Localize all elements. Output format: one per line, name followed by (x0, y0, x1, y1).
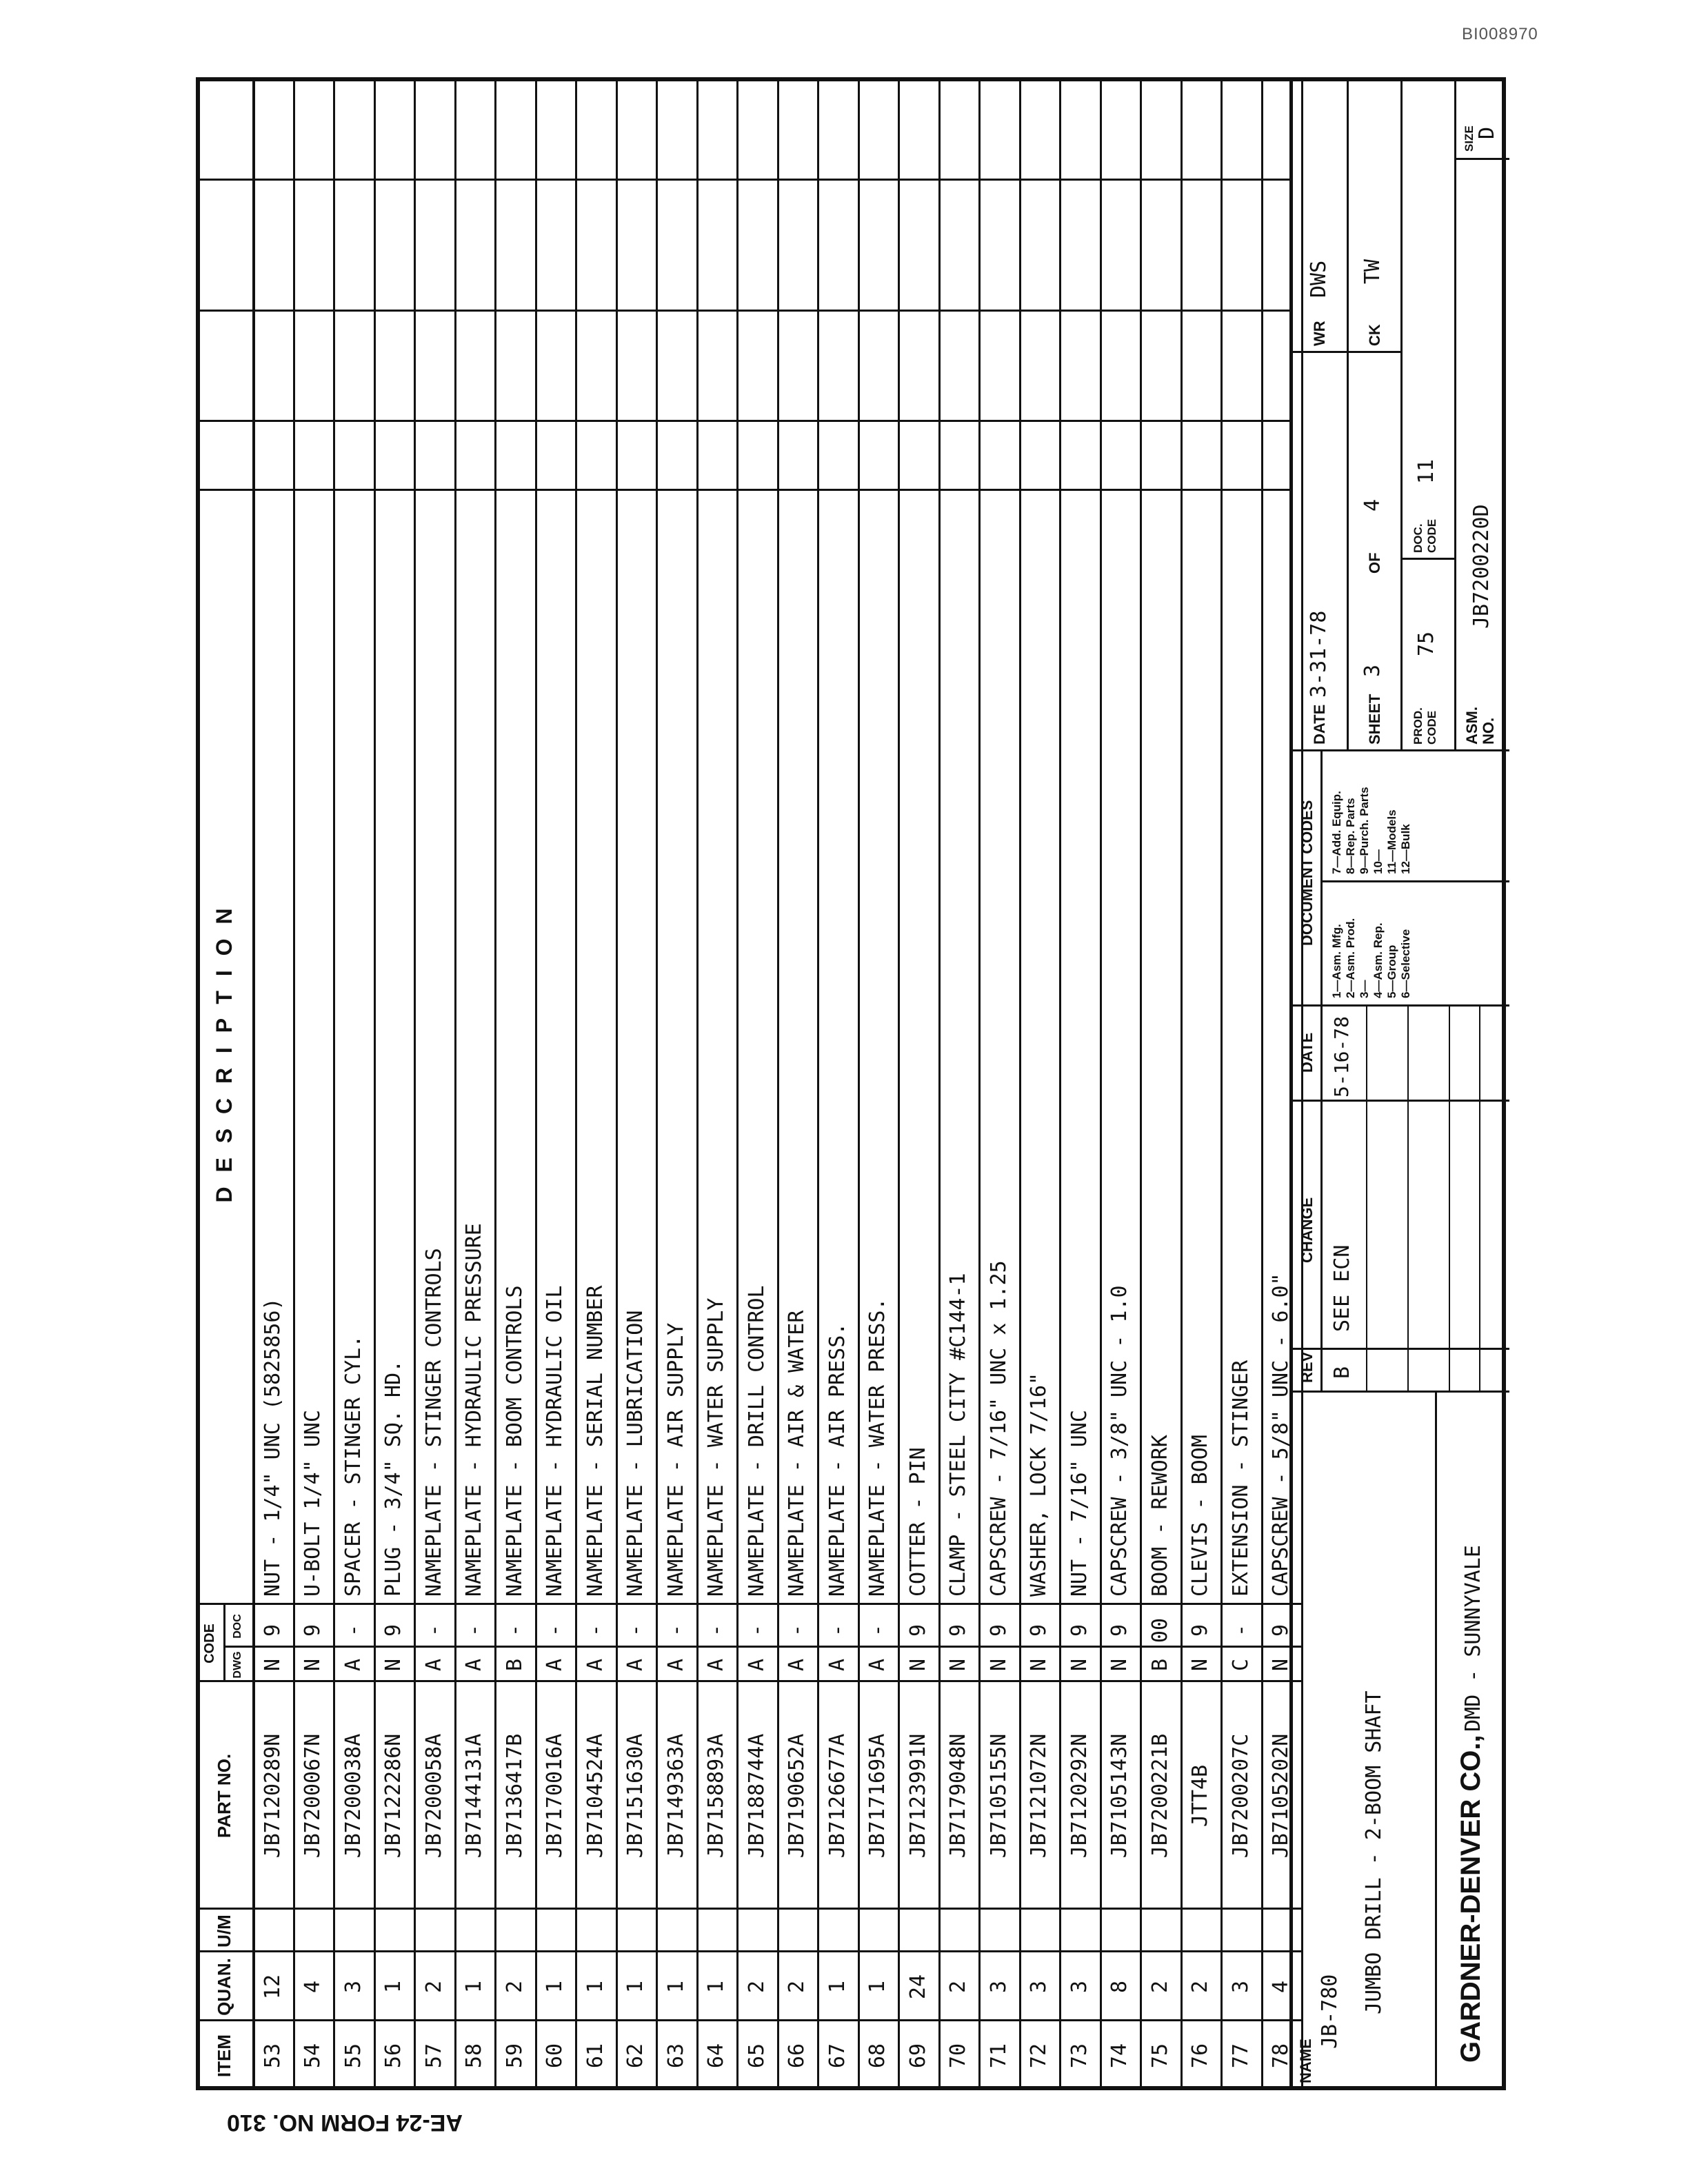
description: CAPSCREW - 5/8" UNC - 6.0" (1269, 1273, 1294, 1597)
table-row (494, 77, 537, 2090)
quantity: 24 (905, 1974, 930, 2000)
doc-code: - (421, 1624, 446, 1637)
unit-of-measure (1180, 1911, 1221, 1952)
description: NAMEPLATE - AIR SUPPLY (663, 1322, 688, 1597)
part-number: JB7149363A (663, 1733, 688, 1859)
unit-of-measure (1059, 1911, 1100, 1952)
grid-line (252, 2019, 1301, 2021)
date-header: DATE (1311, 704, 1328, 745)
part-number: JB7136417B (502, 1733, 527, 1859)
unit-of-measure (736, 1911, 777, 1952)
description: SPACER - STINGER CYL. (341, 1335, 365, 1597)
document-codes-label: DOCUMENT CODES (1298, 800, 1316, 946)
dwg-code: C (1228, 1658, 1253, 1672)
quantity: 1 (825, 1980, 850, 1994)
unit-of-measure (293, 1911, 334, 1952)
table-row (333, 77, 376, 2090)
form-number (41, 2103, 648, 2141)
divider (1293, 1348, 1509, 1350)
document-code: 11—Models (1385, 809, 1398, 874)
size-value: D (1475, 126, 1499, 139)
part-number: JB7122286N (381, 1733, 406, 1859)
doc-code: 9 (1188, 1624, 1213, 1637)
description: CAPSCREW - 3/8" UNC - 1.0 (1107, 1285, 1132, 1597)
table-row (1059, 77, 1102, 2090)
description: NAMEPLATE - AIR & WATER (785, 1310, 810, 1597)
description: NAMEPLATE - STINGER CONTROLS (421, 1248, 446, 1597)
prod-code-label: PROD. CODE (1411, 707, 1438, 745)
doc-code: - (1228, 1624, 1253, 1637)
item-number: 73 (1067, 2043, 1092, 2069)
quantity: 3 (1027, 1980, 1052, 1994)
grid-line (252, 1646, 1301, 1648)
doc-code: 9 (381, 1624, 406, 1637)
asm-no-label: ASM. NO. (1463, 707, 1497, 745)
unit-of-measure (575, 1911, 616, 1952)
doc-code: 9 (1107, 1624, 1132, 1637)
document-code: 2—Asm. Prod. (1344, 918, 1357, 998)
document-code: 5—Group (1385, 944, 1398, 998)
quantity: 1 (623, 1980, 648, 1994)
dwg-code: N (986, 1658, 1011, 1672)
table-row (858, 77, 901, 2090)
description: NAMEPLATE - DRILL CONTROL (744, 1285, 769, 1597)
doc-code: - (543, 1624, 567, 1637)
unit-of-measure (898, 1911, 938, 1952)
unit-of-measure (494, 1911, 535, 1952)
quantity: 2 (502, 1980, 527, 1994)
table-row (252, 77, 295, 2090)
divider (1400, 77, 1403, 751)
table-row (898, 77, 941, 2090)
change-value: SEE ECN (1330, 1244, 1354, 1332)
header-item: ITEM (196, 2019, 252, 2090)
part-number: JB7126677A (825, 1733, 850, 1859)
header-dwg: DWG (223, 1646, 252, 1682)
part-number: JB7171695A (865, 1733, 890, 1859)
dwg-code: N (1269, 1658, 1294, 1672)
table-row (736, 77, 779, 2090)
quantity: 4 (301, 1980, 325, 1994)
table-row (414, 77, 456, 2090)
unit-of-measure (252, 1911, 293, 1952)
document-codes-col2 (1330, 787, 1413, 874)
part-number: JB7190652A (785, 1733, 810, 1859)
quantity: 8 (1107, 1980, 1132, 1994)
description: NUT - 1/4" UNC (5825856) (260, 1297, 285, 1597)
divider (1435, 1393, 1437, 2090)
part-number: JB7123991N (905, 1733, 930, 1859)
dwg-code: A (704, 1658, 729, 1672)
quantity: 2 (1147, 1980, 1172, 1994)
part-number: JB7151630A (623, 1733, 648, 1859)
divider (1293, 351, 1400, 353)
unit-of-measure (978, 1911, 1019, 1952)
doc-code: - (704, 1624, 729, 1637)
item-number: 61 (583, 2043, 607, 2069)
item-number: 54 (301, 2043, 325, 2069)
document-code: 12—Bulk (1399, 824, 1412, 874)
unit-of-measure (616, 1911, 656, 1952)
table-row (696, 77, 739, 2090)
dwg-code: A (825, 1658, 850, 1672)
unit-of-measure (858, 1911, 898, 1952)
divider (1320, 751, 1323, 1007)
wr-value: DWS (1307, 260, 1331, 298)
doc-code: 9 (1269, 1624, 1294, 1637)
item-number: 56 (381, 2043, 406, 2069)
unit-of-measure (938, 1911, 979, 1952)
part-number: JB7120292N (1067, 1733, 1092, 1859)
item-number: 70 (946, 2043, 971, 2069)
quantity: 1 (865, 1980, 890, 1994)
header-description: D E S C R I P T I O N (211, 904, 237, 1203)
part-number: JB7200067N (301, 1733, 325, 1859)
dwg-code: A (543, 1658, 567, 1672)
company-name: GARDNER-DENVER CO., (1456, 1735, 1486, 2063)
size-label: SIZE (1463, 125, 1476, 152)
unit-of-measure (333, 1911, 374, 1952)
of-value: 4 (1360, 498, 1385, 512)
divider (1454, 77, 1456, 751)
table-row (656, 77, 699, 2090)
unit-of-measure (1220, 1911, 1261, 1952)
doc-code: - (462, 1624, 487, 1637)
doc-code: - (744, 1624, 769, 1637)
quantity: 1 (583, 1980, 607, 1994)
description: CAPSCREW - 7/16" UNC x 1.25 (986, 1260, 1011, 1597)
dwg-code: N (905, 1658, 930, 1672)
document-code: 10— (1372, 849, 1385, 874)
item-number: 75 (1147, 2043, 1172, 2069)
document-code: 9—Purch. Parts (1358, 787, 1371, 874)
description: NAMEPLATE - LUBRICATION (623, 1310, 648, 1597)
item-number: 71 (986, 2043, 1011, 2069)
table-header (196, 77, 255, 2090)
title-block (1289, 77, 1509, 2090)
item-number: 57 (421, 2043, 446, 2069)
unit-of-measure (656, 1911, 696, 1952)
doc-code: - (785, 1624, 810, 1637)
unit-of-measure (817, 1911, 858, 1952)
dwg-code: A (785, 1658, 810, 1672)
description: WASHER, LOCK 7/16" (1027, 1372, 1052, 1597)
part-number: JB7144131A (462, 1733, 487, 1859)
part-number: JB7104524A (583, 1733, 607, 1859)
unit-of-measure (1100, 1911, 1141, 1952)
wr-label: WR (1311, 321, 1328, 346)
assembly-name: JUMBO DRILL - 2-BOOM SHAFT (1362, 1690, 1386, 2014)
doc-code: 00 (1147, 1617, 1172, 1644)
quantity: 1 (663, 1980, 688, 1994)
change-label: CHANGE (1298, 1197, 1316, 1263)
doc-code: 9 (986, 1624, 1011, 1637)
description: U-BOLT 1/4" UNC (301, 1410, 325, 1597)
part-number: JB7188744A (744, 1733, 769, 1859)
part-number: JTT4B (1188, 1764, 1213, 1828)
table-row (374, 77, 416, 2090)
doc-code: - (341, 1624, 365, 1637)
quantity: 2 (1188, 1980, 1213, 1994)
doc-code: - (865, 1624, 890, 1637)
table-row (1100, 77, 1143, 2090)
unit-of-measure (414, 1911, 454, 1952)
divider (1479, 1007, 1480, 1393)
doc-code: 9 (905, 1624, 930, 1637)
header-code: CODE (196, 1603, 225, 1682)
description: NAMEPLATE - AIR PRESS. (825, 1322, 850, 1597)
part-number: JB7120289N (260, 1733, 285, 1859)
description: NUT - 7/16" UNC (1067, 1410, 1092, 1597)
item-number: 67 (825, 2043, 850, 2069)
item-number: 62 (623, 2043, 648, 2069)
description: NAMEPLATE - HYDRAULIC PRESSURE (462, 1223, 487, 1597)
quantity: 3 (1228, 1980, 1253, 1994)
divider (1293, 1391, 1509, 1393)
form-number-text: AE-24 FORM NO. 310 (227, 2109, 463, 2136)
dwg-code: N (301, 1658, 325, 1672)
header-um: U/M (196, 1908, 252, 1952)
grid-line (196, 310, 1289, 312)
dwg-code: N (1027, 1658, 1052, 1672)
part-number: JB7170016A (543, 1733, 567, 1859)
dwg-code: N (260, 1658, 285, 1672)
table-row (978, 77, 1021, 2090)
divider (1293, 1100, 1509, 1102)
table-row (777, 77, 820, 2090)
table-row (938, 77, 981, 2090)
quantity: 2 (421, 1980, 446, 1994)
dwg-code: N (1107, 1658, 1132, 1672)
doc-code: 9 (946, 1624, 971, 1637)
table-row (454, 77, 497, 2090)
quantity: 1 (543, 1980, 567, 1994)
description: EXTENSION - STINGER (1228, 1359, 1253, 1597)
divider (1449, 1007, 1450, 1393)
part-number: JB7200221B (1147, 1733, 1172, 1859)
item-number: 68 (865, 2043, 890, 2069)
doc-code-value: 11 (1414, 458, 1438, 484)
part-number: JB7200038A (341, 1733, 365, 1859)
item-number: 65 (744, 2043, 769, 2069)
document-code: 1—Asm. Mfg. (1330, 924, 1343, 998)
doc-code-label: DOC. CODE (1411, 518, 1438, 553)
description: NAMEPLATE - WATER SUPPLY (704, 1297, 729, 1597)
item-number: 58 (462, 2043, 487, 2069)
item-number: 69 (905, 2043, 930, 2069)
date-value: 3-31-78 (1307, 610, 1331, 698)
prod-code-value: 75 (1414, 631, 1438, 656)
dwg-code: A (341, 1658, 365, 1672)
quantity: 2 (785, 1980, 810, 1994)
grid-line (196, 420, 1289, 422)
part-number: JB7105155N (986, 1733, 1011, 1859)
dwg-code: A (623, 1658, 648, 1672)
item-number: 72 (1027, 2043, 1052, 2069)
description: NAMEPLATE - BOOM CONTROLS (502, 1285, 527, 1597)
dwg-code: N (381, 1658, 406, 1672)
date-label: DATE (1298, 1032, 1316, 1073)
dwg-code: A (462, 1658, 487, 1672)
quantity: 3 (1067, 1980, 1092, 1994)
quantity: 3 (341, 1980, 365, 1994)
dwg-code: A (421, 1658, 446, 1672)
dwg-code: B (502, 1658, 527, 1672)
table-row (817, 77, 860, 2090)
item-number: 66 (785, 2043, 810, 2069)
division-name: DMD - SUNNYVALE (1461, 1545, 1485, 1732)
description: NAMEPLATE - SERIAL NUMBER (583, 1285, 607, 1597)
divider (1293, 1004, 1509, 1007)
quantity: 1 (462, 1980, 487, 1994)
divider (1407, 1007, 1409, 1393)
document-code: 8—Rep. Parts (1344, 798, 1357, 874)
rev-value: B (1330, 1366, 1354, 1379)
quantity: 2 (946, 1980, 971, 1994)
item-number: 60 (543, 2043, 567, 2069)
item-number: 64 (704, 2043, 729, 2069)
unit-of-measure (454, 1911, 495, 1952)
grid-line (252, 1908, 1301, 1910)
description: NAMEPLATE - WATER PRESS. (865, 1297, 890, 1597)
of-label: OF (1366, 552, 1383, 574)
parts-list-sheet (196, 77, 1506, 2090)
dwg-code: A (744, 1658, 769, 1672)
table-row (1220, 77, 1263, 2090)
divider (1320, 1007, 1323, 1393)
doc-code: - (583, 1624, 607, 1637)
dwg-code: B (1147, 1658, 1172, 1672)
item-number: 76 (1188, 2043, 1213, 2069)
dwg-code: N (946, 1658, 971, 1672)
ck-value: TW (1360, 259, 1385, 284)
doc-code: 9 (1067, 1624, 1092, 1637)
grid-line (196, 179, 1289, 181)
header-doc: DOC (223, 1603, 252, 1648)
model-number: JB-780 (1318, 1974, 1342, 2049)
doc-code: 9 (1027, 1624, 1052, 1637)
doc-code: - (502, 1624, 527, 1637)
document-id: BI008970 (1462, 25, 1538, 43)
doc-code: - (663, 1624, 688, 1637)
dwg-code: A (663, 1658, 688, 1672)
name-label: NAME (1297, 2039, 1314, 2083)
header-part-no: PART NO. (196, 1680, 252, 1910)
divider (1320, 880, 1509, 882)
grid-line (252, 1603, 1301, 1605)
quantity: 4 (1269, 1980, 1294, 1994)
unit-of-measure (777, 1911, 818, 1952)
ck-label: CK (1366, 324, 1383, 346)
rev-label: REV (1298, 1351, 1316, 1383)
item-number: 53 (260, 2043, 285, 2069)
item-number: 59 (502, 2043, 527, 2069)
grid-line (252, 1680, 1301, 1682)
part-number: JB7200058A (421, 1733, 446, 1859)
sheet-label: SHEET (1366, 694, 1383, 745)
change-date-value: 5-16-78 (1330, 1015, 1353, 1098)
document-codes-col1 (1330, 918, 1413, 998)
description: PLUG - 3/4" SQ. HD. (381, 1359, 406, 1597)
doc-code: 9 (260, 1624, 285, 1637)
part-number: JB7121072N (1027, 1733, 1052, 1859)
doc-code: - (825, 1624, 850, 1637)
description: BOOM - REWORK (1147, 1435, 1172, 1597)
quantity: 3 (986, 1980, 1011, 1994)
table-row (293, 77, 336, 2090)
unit-of-measure (1140, 1911, 1180, 1952)
asm-no-value: JB7200220D (1469, 504, 1494, 629)
item-number: 55 (341, 2043, 365, 2069)
item-number: 78 (1269, 2043, 1294, 2069)
part-number: JB7105202N (1269, 1733, 1294, 1859)
quantity: 1 (704, 1980, 729, 1994)
item-number: 74 (1107, 2043, 1132, 2069)
dwg-code: N (1067, 1658, 1092, 1672)
grid-line (252, 1950, 1301, 1952)
table-row (575, 77, 618, 2090)
table-row (616, 77, 659, 2090)
description: NAMEPLATE - HYDRAULIC OIL (543, 1285, 567, 1597)
unit-of-measure (1019, 1911, 1060, 1952)
grid-line (196, 489, 1289, 491)
dwg-code: A (583, 1658, 607, 1672)
document-code: 6—Selective (1399, 929, 1412, 998)
description: COTTER - PIN (905, 1447, 930, 1597)
document-code: 4—Asm. Rep. (1372, 922, 1385, 998)
item-number: 77 (1228, 2043, 1253, 2069)
divider (1400, 558, 1454, 560)
table-row (1019, 77, 1062, 2090)
quantity: 12 (260, 1974, 285, 2000)
doc-code: 9 (301, 1624, 325, 1637)
part-number: JB7179048N (946, 1733, 971, 1859)
divider (1454, 158, 1509, 160)
item-number: 63 (663, 2043, 688, 2069)
divider (1347, 77, 1349, 751)
description: CLEVIS - BOOM (1188, 1435, 1213, 1597)
header-quan: QUAN. (196, 1950, 252, 2021)
sheet-value: 3 (1360, 664, 1385, 677)
quantity: 2 (744, 1980, 769, 1994)
document-code: 7—Add. Equip. (1330, 791, 1343, 874)
table-row (1180, 77, 1223, 2090)
dwg-code: N (1188, 1658, 1213, 1672)
part-number: JB7105143N (1107, 1733, 1132, 1859)
document-code: 3— (1358, 980, 1371, 998)
table-row (535, 77, 578, 2090)
description: CLAMP - STEEL CITY #C144-1 (946, 1273, 971, 1597)
part-number: JB7158893A (704, 1733, 729, 1859)
unit-of-measure (696, 1911, 737, 1952)
table-row (1140, 77, 1183, 2090)
quantity: 1 (381, 1980, 406, 1994)
divider (1366, 1007, 1367, 1393)
dwg-code: A (865, 1658, 890, 1672)
unit-of-measure (535, 1911, 576, 1952)
part-number: JB7200207C (1228, 1733, 1253, 1859)
unit-of-measure (374, 1911, 414, 1952)
doc-code: - (623, 1624, 648, 1637)
